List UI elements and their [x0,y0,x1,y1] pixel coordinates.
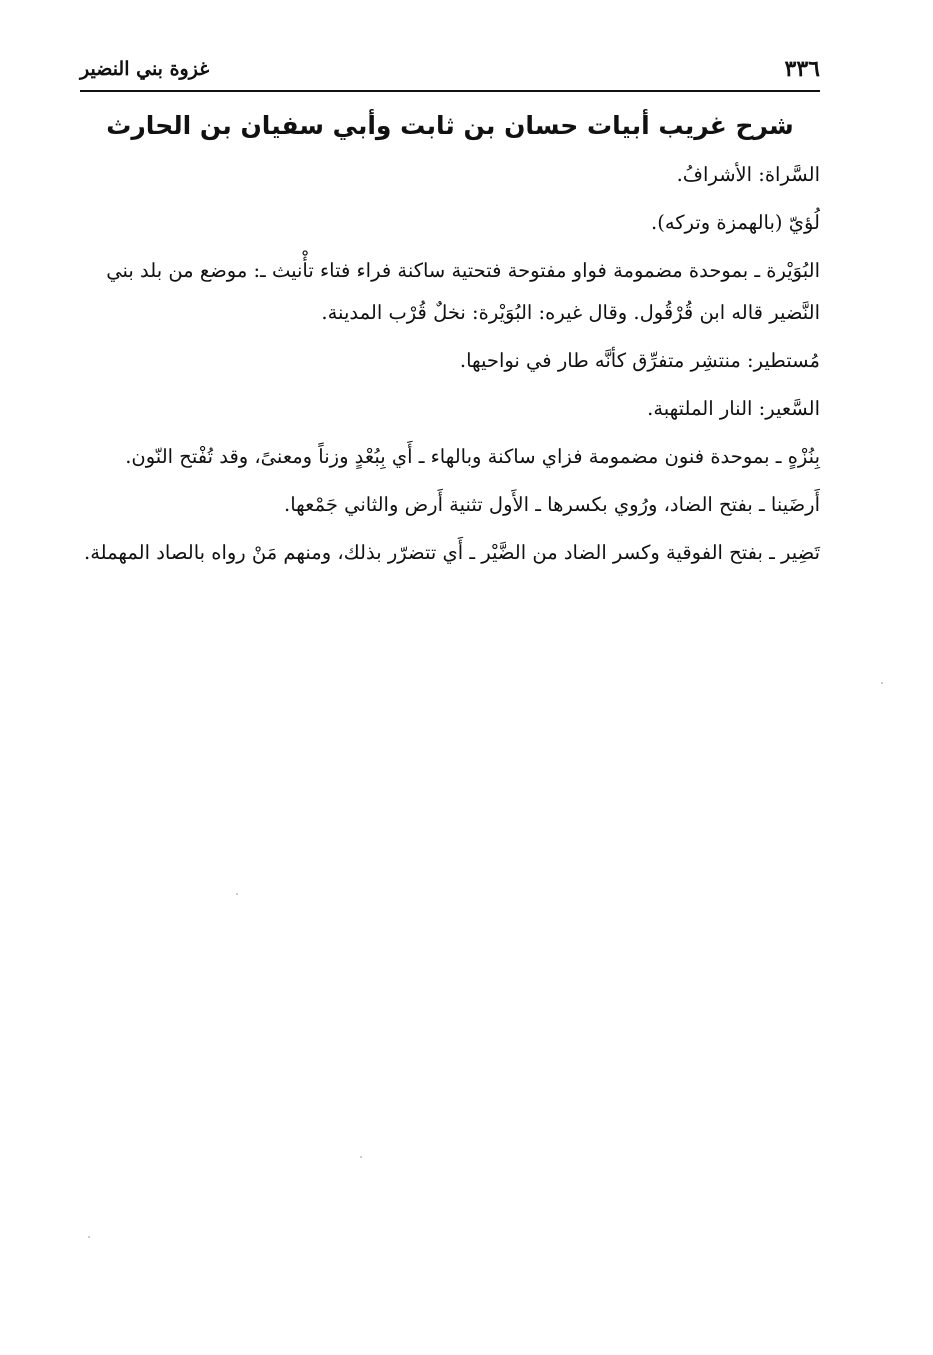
gloss-entry-saeer: السَّعير: النار الملتهبة. [647,397,820,420]
page-header [80,54,820,90]
gloss-entry-ardayna: أَرضَينا ـ بفتح الضاد، ورُوي بكسرها ـ الأَول تثنية أَرض والثاني جَمْعها. [284,493,820,516]
scan-speck [236,893,238,895]
header-divider [80,90,820,92]
gloss-entry-tadir: تَضِير ـ بفتح الفوقية وكسر الضاد من الضَّيْر ـ أَي تتضرّر بذلك، ومنهم مَنْ رواه بالصاد المهملة. [84,541,820,564]
gloss-entry-buwayra: البُوَيْرة ـ بموحدة مضمومة فواو مفتوحة فتحتية ساكنة فراء فتاء تأْنيث ـ: موضع من بلد بني النَّضير قاله ابن قُرْقُول. وقال غيره: البُوَيْرة: نخلٌ قُرْب المدينة. [106,259,820,324]
scan-speck [881,682,883,684]
page-number: ٣٣٦ [784,56,820,82]
scan-speck [88,1236,90,1238]
gloss-entry-sarah: السَّراة: الأشرافُ. [676,163,820,186]
running-title: غزوة بني النضير [80,58,210,80]
scan-speck [360,1156,362,1158]
page-body [80,104,820,580]
gloss-entry-mustatir: مُستطير: منتشِر متفرِّق كأنَّه طار في نواحيها. [459,349,820,372]
gloss-entry-luayy: لُؤيّ (بالهمزة وتركه). [651,211,820,234]
section-title: شرح غريب أبيات حسان بن ثابت وأبي سفيان بن الحارث [106,111,794,140]
gloss-entry-binuzh: بِنُزْهٍ ـ بموحدة فنون مضمومة فزاي ساكنة وبالهاء ـ أَي بِبُعْدٍ وزناً ومعنىً، وقد تُفْتح النّون. [125,445,820,468]
